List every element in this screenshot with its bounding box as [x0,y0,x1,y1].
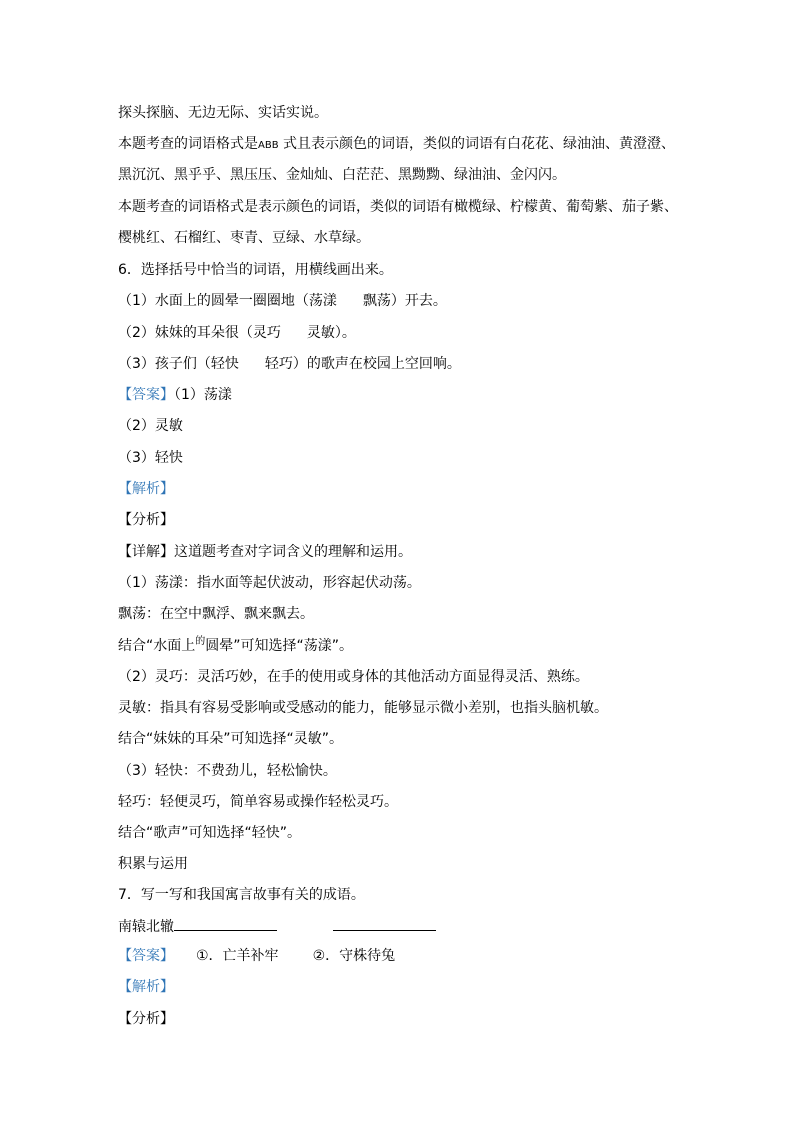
explanation: 结合“歌声”可知选择“轻快”。 [118,825,302,841]
answer-text: （1）荡漾 [174,387,232,403]
explanation: 结合“妹妹的耳朵”可知选择“灵敏”。 [118,731,344,747]
xiangjie-label: 【详解】 [118,544,174,560]
question-7-title: 7．写一写和我国寓言故事有关的成语。 [118,887,365,903]
jiexi-label: 【解析】 [118,481,174,497]
explanation: （1）荡漾：指水面等起伏波动，形容起伏动荡。 [118,575,421,591]
xiangjie-line [118,543,412,561]
text: 本题考查的词语格式是 [118,136,258,152]
explanation: 飘荡：在空中飘浮、飘来飘去。 [118,606,314,622]
text: 飘荡）开去。 [362,293,447,309]
answer-label: 【答案】 [118,948,174,964]
question-6-title: 6．选择括号中恰当的词语，用横线画出来。 [118,262,393,278]
paragraph: 樱桃红、石榴红、枣青、豆绿、水草绿。 [118,230,370,246]
text: 圆晕”可知选择“荡漾”。 [205,638,354,654]
text: 结合“水面上 [118,638,196,654]
section-title: 积累与运用 [118,856,188,872]
paragraph: 黑沉沉、黑乎乎、黑压压、金灿灿、白茫茫、黑黝黝、绿油油、金闪闪。 [118,167,566,183]
fenxi-label: 【分析】 [118,512,174,528]
answer-blank-1[interactable] [174,916,277,931]
text: 灵敏）。 [306,325,356,341]
paragraph [118,135,675,153]
answer-line: （2）灵敏 [118,418,183,434]
answer-blank-2[interactable] [333,916,436,931]
text: ABB [258,140,279,151]
text: 这道题考查对字词含义的理解和运用。 [174,544,412,560]
given-idiom: 南辕北辙 [118,919,174,935]
question-6-item [118,355,461,373]
answer-line: （3）轻快 [118,450,183,466]
text: 轻巧）的歌声在校园上空回响。 [264,356,461,372]
explanation: 灵敏：指具有容易受影响或受感动的能力，能够显示微小差别，也指头脑机敏。 [118,700,608,716]
jiexi-label: 【解析】 [118,979,174,995]
question-6-item [118,324,356,342]
text: （3）孩子们（轻快 [118,356,239,372]
paragraph: 探头探脑、无边无际、实话实说。 [118,105,328,121]
text: （2）妹妹的耳朵很（灵巧 [118,325,281,341]
question-6-item [118,292,447,310]
paragraph: 本题考查的词语格式是表示颜色的词语，类似的词语有橄榄绿、柠檬黄、葡萄紫、茄子紫、 [118,199,678,215]
fenxi-label: 【分析】 [118,1011,174,1027]
superscript-text: 的 [195,636,206,647]
text: （1）水面上的圆晕一圈圈地（荡漾 [118,293,337,309]
answer-text: ①．亡羊补牢 [196,948,279,964]
answer-line [118,947,395,965]
question-7-blanks [118,916,436,934]
answer-line [118,386,232,404]
answer-text: ②．守株待兔 [312,948,396,964]
explanation [118,637,353,655]
explanation: 轻巧：轻便灵巧，简单容易或操作轻松灵巧。 [118,794,398,810]
explanation: （3）轻快：不费劲儿，轻松愉快。 [118,763,337,779]
text: 式且表示颜色的词语，类似的词语有白花花、绿油油、黄澄澄、 [283,136,676,152]
explanation: （2）灵巧：灵活巧妙，在手的使用或身体的其他活动方面显得灵活、熟练。 [118,669,589,685]
answer-label: 【答案】 [118,387,174,403]
